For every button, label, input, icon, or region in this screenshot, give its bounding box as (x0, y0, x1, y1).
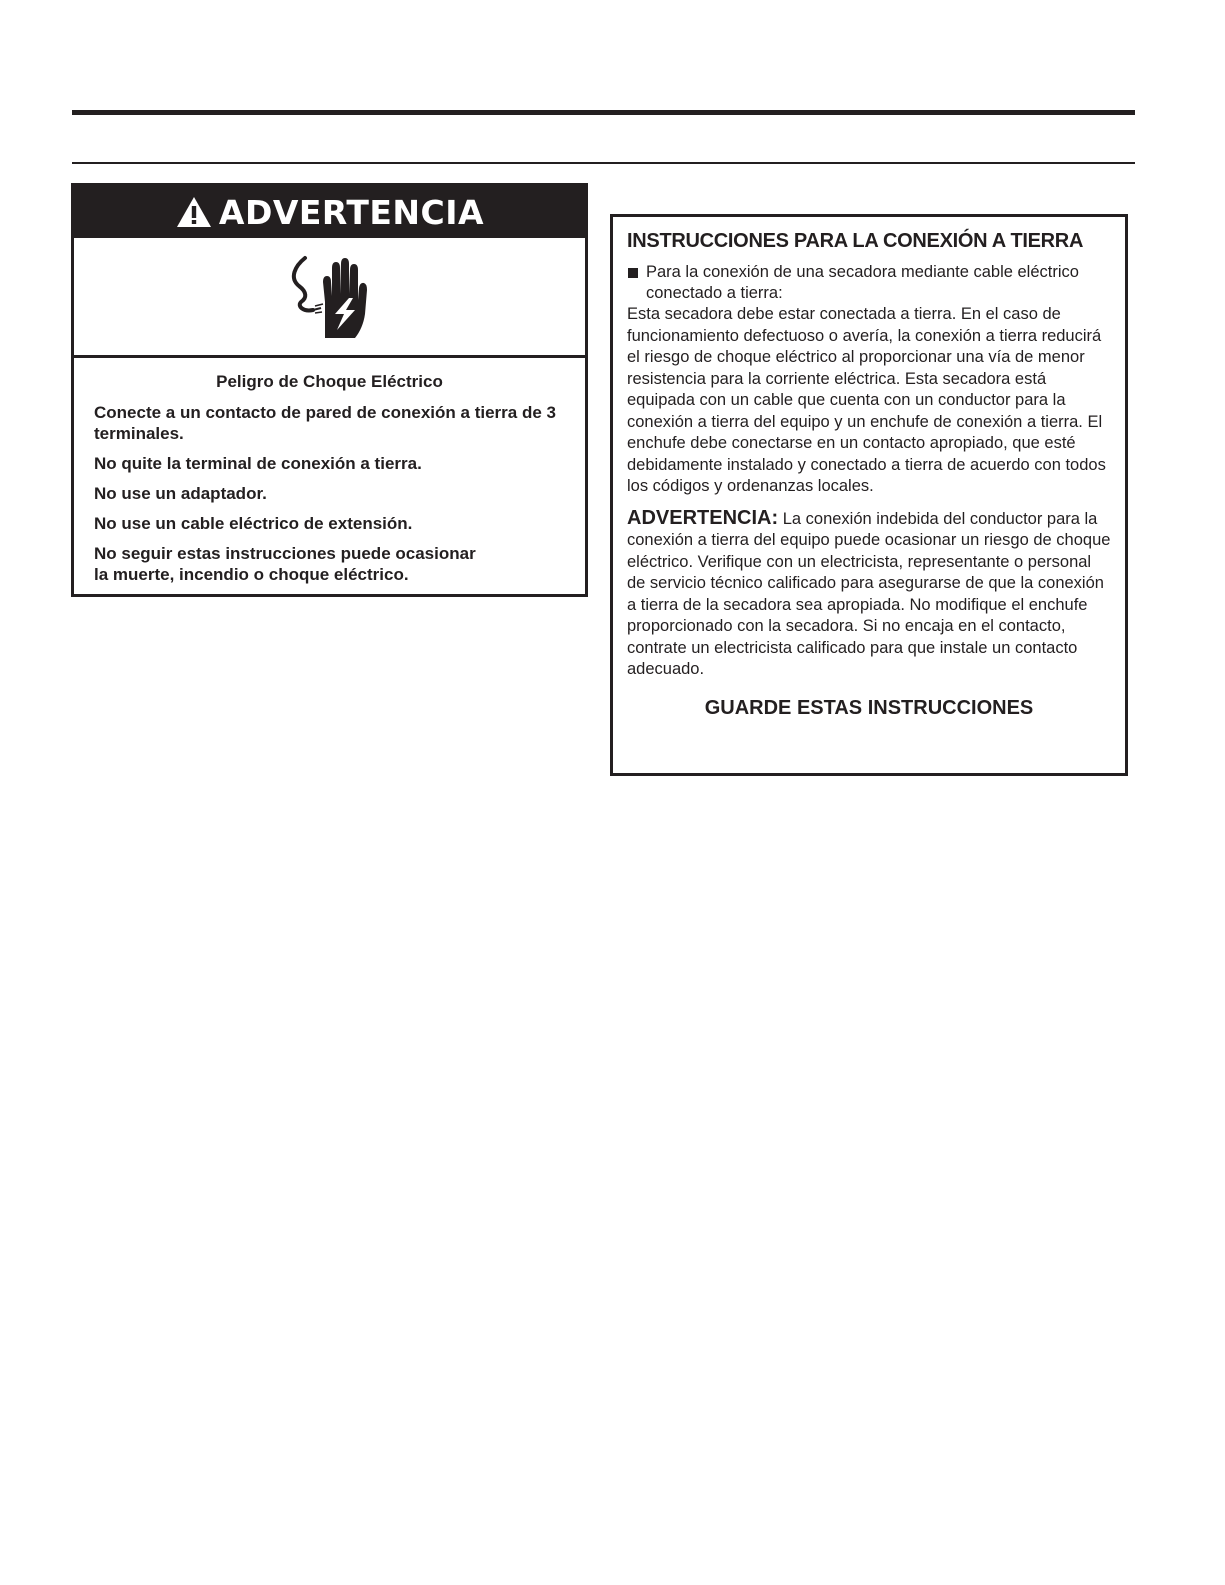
warning-line-1: Conecte a un contacto de pared de conexión a tierra de 3 terminales. (94, 403, 556, 443)
warning-subtitle: Peligro de Choque Eléctrico (216, 372, 443, 391)
bullet-square-icon (628, 268, 638, 278)
instructions-warning-paragraph (627, 508, 1111, 681)
instructions-warning-text: La conexión indebida del conductor para la conexión a tierra del equipo puede ocasionar un riesgo de choque eléctrico. Verifique con un electricista, representante o personal de servicio técnico calificado para asegurarse de que la conexión a tierra de la secadora sea apropiada. No modifique el enchufe proporcionado con la secadora. Si no encaja en el contacto, contrate un electricista calificado para que instale un contacto adecuado. (627, 509, 1111, 678)
warning-triangle-icon (175, 195, 213, 229)
warning-line-3: No use un adaptador. (94, 484, 267, 503)
instructions-bullet (627, 262, 1111, 304)
warning-symbol-area (74, 238, 585, 358)
warning-header (74, 186, 585, 238)
top-rule-thick (72, 110, 1135, 115)
grounding-instructions-box (610, 214, 1128, 776)
instructions-paragraph: Esta secadora debe estar conectada a tierra. En el caso de funcionamiento defectuoso o avería, la conexión a tierra reducirá el riesgo de choque eléctrico al proporcionar una vía de menor resistencia para la corriente eléctrica. Esta secadora está equipada con un cable que cuenta con un conductor para la conexión a tierra del equipo y un enchufe de conexión a tierra. El enchufe debe conectarse en un contacto apropiado, que esté debidamente instalado y conectado a tierra de acuerdo con todos los códigos y ordenanzas locales. (627, 305, 1106, 495)
warning-line-2: No quite la terminal de conexión a tierra. (94, 454, 422, 473)
warning-box (71, 183, 588, 597)
electric-shock-hand-icon (287, 252, 373, 342)
instructions-warning-label: ADVERTENCIA: (627, 506, 779, 529)
warning-line-5: No seguir estas instrucciones puede ocasionar la muerte, incendio o choque eléctrico. (94, 544, 476, 584)
instructions-bullet-text: Para la conexión de una secadora mediante cable eléctrico conectado a tierra: (646, 263, 1079, 302)
warning-line-4: No use un cable eléctrico de extensión. (94, 514, 413, 533)
top-rule-thin (72, 162, 1135, 164)
instructions-title: INSTRUCCIONES PARA LA CONEXIÓN A TIERRA (627, 230, 1084, 252)
warning-title: ADVERTENCIA (218, 192, 485, 232)
instructions-footer: GUARDE ESTAS INSTRUCCIONES (704, 697, 1034, 719)
